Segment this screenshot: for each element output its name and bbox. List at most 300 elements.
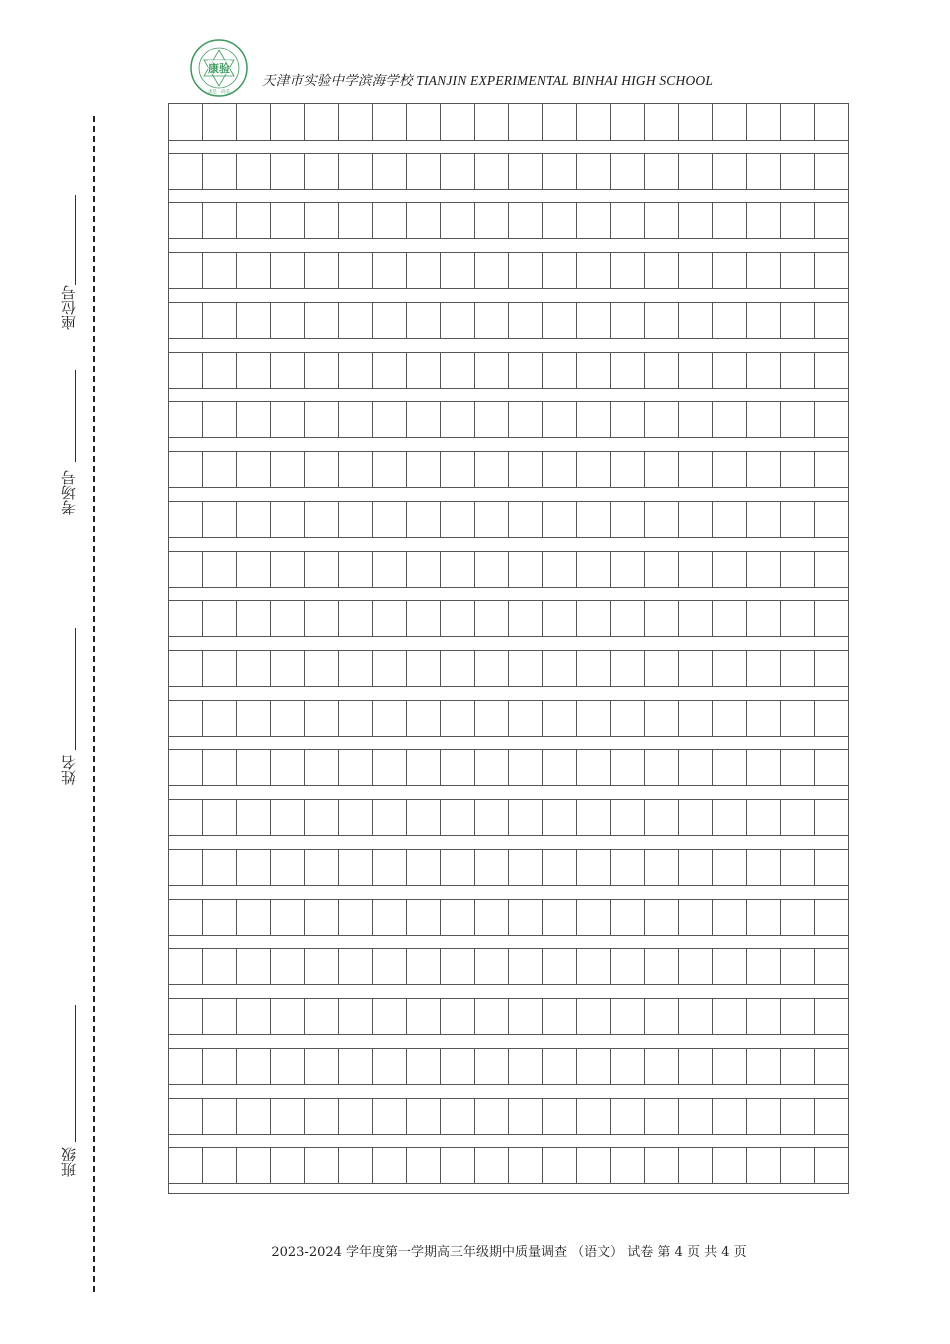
grid-cell[interactable] (645, 1049, 679, 1084)
grid-cell[interactable] (203, 850, 237, 885)
grid-cell[interactable] (237, 1148, 271, 1183)
grid-cell[interactable] (305, 999, 339, 1034)
grid-cell[interactable] (543, 800, 577, 835)
grid-cell[interactable] (271, 203, 305, 238)
grid-cell[interactable] (645, 353, 679, 388)
grid-cell[interactable] (441, 552, 475, 587)
grid-cell[interactable] (407, 750, 441, 785)
grid-cell[interactable] (577, 1148, 611, 1183)
grid-cell[interactable] (679, 353, 713, 388)
grid-cell[interactable] (339, 900, 373, 935)
grid-cell[interactable] (679, 552, 713, 587)
grid-cell[interactable] (271, 402, 305, 437)
grid-cell[interactable] (781, 850, 815, 885)
grid-cell[interactable] (271, 750, 305, 785)
grid-cell[interactable] (509, 999, 543, 1034)
exam-room-line[interactable] (75, 370, 76, 462)
grid-cell[interactable] (679, 999, 713, 1034)
grid-cell[interactable] (441, 452, 475, 487)
grid-cell[interactable] (781, 203, 815, 238)
grid-cell[interactable] (679, 1148, 713, 1183)
grid-cell[interactable] (407, 999, 441, 1034)
grid-cell[interactable] (305, 651, 339, 686)
grid-cell[interactable] (271, 1099, 305, 1134)
grid-cell[interactable] (577, 502, 611, 537)
grid-cell[interactable] (611, 452, 645, 487)
grid-cell[interactable] (373, 353, 407, 388)
grid-cell[interactable] (475, 154, 509, 189)
grid-cell[interactable] (577, 303, 611, 338)
grid-cell[interactable] (169, 1148, 203, 1183)
grid-cell[interactable] (407, 1148, 441, 1183)
grid-cell[interactable] (611, 253, 645, 288)
grid-cell[interactable] (169, 601, 203, 636)
grid-cell[interactable] (747, 402, 781, 437)
grid-cell[interactable] (577, 850, 611, 885)
grid-cell[interactable] (781, 502, 815, 537)
grid-cell[interactable] (509, 502, 543, 537)
grid-cell[interactable] (373, 900, 407, 935)
grid-cell[interactable] (271, 949, 305, 984)
grid-cell[interactable] (203, 999, 237, 1034)
grid-cell[interactable] (305, 1049, 339, 1084)
grid-cell[interactable] (509, 353, 543, 388)
grid-cell[interactable] (611, 552, 645, 587)
grid-cell[interactable] (203, 800, 237, 835)
grid-cell[interactable] (339, 552, 373, 587)
grid-cell[interactable] (407, 701, 441, 736)
grid-cell[interactable] (339, 502, 373, 537)
grid-cell[interactable] (679, 900, 713, 935)
grid-cell[interactable] (407, 303, 441, 338)
grid-cell[interactable] (305, 750, 339, 785)
grid-cell[interactable] (679, 949, 713, 984)
grid-cell[interactable] (577, 353, 611, 388)
grid-cell[interactable] (169, 353, 203, 388)
grid-cell[interactable] (203, 303, 237, 338)
grid-cell[interactable] (203, 1099, 237, 1134)
grid-cell[interactable] (679, 203, 713, 238)
grid-cell[interactable] (713, 601, 747, 636)
grid-cell[interactable] (509, 601, 543, 636)
grid-cell[interactable] (543, 502, 577, 537)
grid-cell[interactable] (271, 154, 305, 189)
grid-cell[interactable] (475, 452, 509, 487)
grid-cell[interactable] (679, 502, 713, 537)
grid-cell[interactable] (475, 750, 509, 785)
grid-cell[interactable] (373, 850, 407, 885)
grid-cell[interactable] (305, 552, 339, 587)
grid-cell[interactable] (577, 701, 611, 736)
grid-cell[interactable] (169, 1049, 203, 1084)
grid-cell[interactable] (509, 1099, 543, 1134)
grid-cell[interactable] (815, 353, 848, 388)
grid-cell[interactable] (645, 949, 679, 984)
grid-cell[interactable] (475, 203, 509, 238)
grid-cell[interactable] (713, 353, 747, 388)
grid-cell[interactable] (645, 900, 679, 935)
grid-cell[interactable] (373, 949, 407, 984)
grid-cell[interactable] (475, 701, 509, 736)
grid-cell[interactable] (475, 900, 509, 935)
grid-cell[interactable] (407, 253, 441, 288)
grid-cell[interactable] (577, 651, 611, 686)
grid-cell[interactable] (611, 949, 645, 984)
grid-cell[interactable] (441, 203, 475, 238)
grid-cell[interactable] (679, 1099, 713, 1134)
grid-cell[interactable] (203, 552, 237, 587)
grid-cell[interactable] (781, 701, 815, 736)
grid-cell[interactable] (441, 601, 475, 636)
grid-cell[interactable] (373, 303, 407, 338)
grid-cell[interactable] (441, 900, 475, 935)
grid-cell[interactable] (815, 452, 848, 487)
grid-cell[interactable] (441, 800, 475, 835)
grid-cell[interactable] (509, 701, 543, 736)
grid-cell[interactable] (339, 253, 373, 288)
grid-cell[interactable] (543, 1099, 577, 1134)
grid-cell[interactable] (815, 1049, 848, 1084)
grid-cell[interactable] (271, 502, 305, 537)
grid-cell[interactable] (373, 552, 407, 587)
grid-cell[interactable] (815, 701, 848, 736)
grid-cell[interactable] (339, 1099, 373, 1134)
grid-cell[interactable] (577, 601, 611, 636)
grid-cell[interactable] (713, 502, 747, 537)
grid-cell[interactable] (203, 1148, 237, 1183)
grid-cell[interactable] (203, 601, 237, 636)
grid-cell[interactable] (407, 651, 441, 686)
grid-cell[interactable] (509, 552, 543, 587)
grid-cell[interactable] (781, 949, 815, 984)
grid-cell[interactable] (441, 1049, 475, 1084)
grid-cell[interactable] (611, 104, 645, 140)
grid-cell[interactable] (373, 452, 407, 487)
grid-cell[interactable] (305, 402, 339, 437)
grid-cell[interactable] (271, 1049, 305, 1084)
grid-cell[interactable] (305, 800, 339, 835)
grid-cell[interactable] (509, 750, 543, 785)
grid-cell[interactable] (713, 850, 747, 885)
grid-cell[interactable] (747, 800, 781, 835)
grid-cell[interactable] (577, 1049, 611, 1084)
grid-cell[interactable] (339, 452, 373, 487)
grid-cell[interactable] (509, 949, 543, 984)
grid-cell[interactable] (577, 253, 611, 288)
grid-cell[interactable] (679, 1049, 713, 1084)
grid-cell[interactable] (577, 750, 611, 785)
grid-cell[interactable] (781, 353, 815, 388)
grid-cell[interactable] (815, 502, 848, 537)
grid-cell[interactable] (747, 1049, 781, 1084)
grid-cell[interactable] (509, 154, 543, 189)
grid-cell[interactable] (305, 850, 339, 885)
grid-cell[interactable] (747, 552, 781, 587)
grid-cell[interactable] (645, 1148, 679, 1183)
grid-cell[interactable] (679, 154, 713, 189)
grid-cell[interactable] (169, 552, 203, 587)
grid-cell[interactable] (203, 154, 237, 189)
grid-cell[interactable] (713, 651, 747, 686)
grid-cell[interactable] (645, 800, 679, 835)
grid-cell[interactable] (169, 750, 203, 785)
grid-cell[interactable] (169, 800, 203, 835)
grid-cell[interactable] (747, 999, 781, 1034)
grid-cell[interactable] (543, 303, 577, 338)
grid-cell[interactable] (407, 850, 441, 885)
grid-cell[interactable] (169, 949, 203, 984)
grid-cell[interactable] (237, 949, 271, 984)
grid-cell[interactable] (747, 601, 781, 636)
grid-cell[interactable] (203, 949, 237, 984)
grid-cell[interactable] (407, 452, 441, 487)
grid-cell[interactable] (271, 601, 305, 636)
grid-cell[interactable] (577, 552, 611, 587)
grid-cell[interactable] (475, 303, 509, 338)
grid-cell[interactable] (509, 253, 543, 288)
grid-cell[interactable] (611, 353, 645, 388)
grid-cell[interactable] (237, 154, 271, 189)
grid-cell[interactable] (237, 701, 271, 736)
grid-cell[interactable] (815, 552, 848, 587)
grid-cell[interactable] (543, 203, 577, 238)
grid-cell[interactable] (815, 1148, 848, 1183)
grid-cell[interactable] (169, 104, 203, 140)
grid-cell[interactable] (543, 701, 577, 736)
grid-cell[interactable] (203, 452, 237, 487)
grid-cell[interactable] (509, 303, 543, 338)
grid-cell[interactable] (271, 651, 305, 686)
grid-cell[interactable] (237, 552, 271, 587)
grid-cell[interactable] (509, 800, 543, 835)
grid-cell[interactable] (203, 253, 237, 288)
grid-cell[interactable] (475, 1099, 509, 1134)
grid-cell[interactable] (237, 1099, 271, 1134)
grid-cell[interactable] (203, 750, 237, 785)
grid-cell[interactable] (781, 999, 815, 1034)
grid-cell[interactable] (237, 303, 271, 338)
grid-cell[interactable] (781, 1099, 815, 1134)
grid-cell[interactable] (747, 750, 781, 785)
grid-cell[interactable] (441, 303, 475, 338)
grid-cell[interactable] (305, 452, 339, 487)
grid-cell[interactable] (407, 800, 441, 835)
grid-cell[interactable] (237, 452, 271, 487)
grid-cell[interactable] (271, 850, 305, 885)
grid-cell[interactable] (203, 203, 237, 238)
grid-cell[interactable] (509, 1148, 543, 1183)
grid-cell[interactable] (713, 253, 747, 288)
grid-cell[interactable] (679, 601, 713, 636)
grid-cell[interactable] (509, 651, 543, 686)
grid-cell[interactable] (237, 1049, 271, 1084)
grid-cell[interactable] (441, 850, 475, 885)
grid-cell[interactable] (441, 999, 475, 1034)
grid-cell[interactable] (271, 552, 305, 587)
grid-cell[interactable] (509, 1049, 543, 1084)
grid-cell[interactable] (747, 900, 781, 935)
grid-cell[interactable] (509, 850, 543, 885)
grid-cell[interactable] (713, 949, 747, 984)
grid-cell[interactable] (815, 949, 848, 984)
grid-cell[interactable] (815, 850, 848, 885)
grid-cell[interactable] (305, 1148, 339, 1183)
grid-cell[interactable] (169, 253, 203, 288)
grid-cell[interactable] (543, 104, 577, 140)
grid-cell[interactable] (475, 999, 509, 1034)
grid-cell[interactable] (441, 104, 475, 140)
grid-cell[interactable] (645, 253, 679, 288)
grid-cell[interactable] (339, 750, 373, 785)
grid-cell[interactable] (305, 303, 339, 338)
grid-cell[interactable] (441, 402, 475, 437)
grid-cell[interactable] (373, 402, 407, 437)
grid-cell[interactable] (441, 502, 475, 537)
grid-cell[interactable] (679, 651, 713, 686)
grid-cell[interactable] (645, 701, 679, 736)
grid-cell[interactable] (611, 203, 645, 238)
grid-cell[interactable] (475, 601, 509, 636)
grid-cell[interactable] (305, 253, 339, 288)
grid-cell[interactable] (407, 949, 441, 984)
grid-cell[interactable] (237, 353, 271, 388)
grid-cell[interactable] (441, 353, 475, 388)
grid-cell[interactable] (611, 800, 645, 835)
grid-cell[interactable] (747, 701, 781, 736)
grid-cell[interactable] (713, 452, 747, 487)
grid-cell[interactable] (169, 303, 203, 338)
grid-cell[interactable] (339, 1049, 373, 1084)
grid-cell[interactable] (373, 1049, 407, 1084)
grid-cell[interactable] (611, 502, 645, 537)
grid-cell[interactable] (441, 154, 475, 189)
grid-cell[interactable] (271, 1148, 305, 1183)
grid-cell[interactable] (339, 402, 373, 437)
grid-cell[interactable] (203, 502, 237, 537)
grid-cell[interactable] (237, 402, 271, 437)
grid-cell[interactable] (203, 900, 237, 935)
grid-cell[interactable] (713, 303, 747, 338)
grid-cell[interactable] (815, 402, 848, 437)
grid-cell[interactable] (543, 253, 577, 288)
grid-cell[interactable] (407, 104, 441, 140)
grid-cell[interactable] (815, 800, 848, 835)
grid-cell[interactable] (747, 1148, 781, 1183)
grid-cell[interactable] (237, 750, 271, 785)
grid-cell[interactable] (747, 1099, 781, 1134)
grid-cell[interactable] (271, 900, 305, 935)
grid-cell[interactable] (645, 750, 679, 785)
grid-cell[interactable] (339, 800, 373, 835)
grid-cell[interactable] (713, 1049, 747, 1084)
grid-cell[interactable] (475, 800, 509, 835)
grid-cell[interactable] (169, 900, 203, 935)
grid-cell[interactable] (237, 502, 271, 537)
grid-cell[interactable] (543, 900, 577, 935)
grid-cell[interactable] (815, 303, 848, 338)
grid-cell[interactable] (509, 203, 543, 238)
grid-cell[interactable] (781, 253, 815, 288)
grid-cell[interactable] (373, 651, 407, 686)
grid-cell[interactable] (815, 900, 848, 935)
grid-cell[interactable] (475, 353, 509, 388)
grid-cell[interactable] (441, 1148, 475, 1183)
grid-cell[interactable] (441, 253, 475, 288)
grid-cell[interactable] (543, 402, 577, 437)
grid-cell[interactable] (781, 452, 815, 487)
grid-cell[interactable] (305, 949, 339, 984)
grid-cell[interactable] (645, 104, 679, 140)
grid-cell[interactable] (305, 1099, 339, 1134)
grid-cell[interactable] (271, 999, 305, 1034)
grid-cell[interactable] (645, 203, 679, 238)
grid-cell[interactable] (577, 800, 611, 835)
grid-cell[interactable] (781, 402, 815, 437)
grid-cell[interactable] (169, 651, 203, 686)
grid-cell[interactable] (781, 800, 815, 835)
grid-cell[interactable] (169, 502, 203, 537)
grid-cell[interactable] (713, 800, 747, 835)
grid-cell[interactable] (781, 1049, 815, 1084)
grid-cell[interactable] (543, 1148, 577, 1183)
grid-cell[interactable] (509, 900, 543, 935)
grid-cell[interactable] (509, 452, 543, 487)
grid-cell[interactable] (611, 1148, 645, 1183)
grid-cell[interactable] (543, 601, 577, 636)
grid-cell[interactable] (815, 203, 848, 238)
grid-cell[interactable] (271, 452, 305, 487)
grid-cell[interactable] (611, 750, 645, 785)
grid-cell[interactable] (781, 104, 815, 140)
grid-cell[interactable] (577, 402, 611, 437)
grid-cell[interactable] (679, 402, 713, 437)
grid-cell[interactable] (679, 701, 713, 736)
grid-cell[interactable] (645, 303, 679, 338)
grid-cell[interactable] (781, 154, 815, 189)
grid-cell[interactable] (305, 900, 339, 935)
grid-cell[interactable] (475, 552, 509, 587)
grid-cell[interactable] (237, 104, 271, 140)
grid-cell[interactable] (475, 104, 509, 140)
grid-cell[interactable] (407, 1099, 441, 1134)
grid-cell[interactable] (169, 1099, 203, 1134)
grid-cell[interactable] (747, 203, 781, 238)
grid-cell[interactable] (339, 999, 373, 1034)
grid-cell[interactable] (407, 502, 441, 537)
grid-cell[interactable] (815, 253, 848, 288)
grid-cell[interactable] (747, 502, 781, 537)
grid-cell[interactable] (407, 353, 441, 388)
grid-cell[interactable] (237, 203, 271, 238)
grid-cell[interactable] (407, 552, 441, 587)
grid-cell[interactable] (373, 701, 407, 736)
grid-cell[interactable] (577, 452, 611, 487)
grid-cell[interactable] (645, 601, 679, 636)
grid-cell[interactable] (339, 651, 373, 686)
grid-cell[interactable] (577, 154, 611, 189)
grid-cell[interactable] (645, 651, 679, 686)
grid-cell[interactable] (203, 651, 237, 686)
grid-cell[interactable] (815, 154, 848, 189)
grid-cell[interactable] (577, 1099, 611, 1134)
grid-cell[interactable] (339, 203, 373, 238)
grid-cell[interactable] (373, 203, 407, 238)
grid-cell[interactable] (475, 1148, 509, 1183)
grid-cell[interactable] (679, 452, 713, 487)
grid-cell[interactable] (679, 750, 713, 785)
grid-cell[interactable] (203, 1049, 237, 1084)
grid-cell[interactable] (713, 701, 747, 736)
